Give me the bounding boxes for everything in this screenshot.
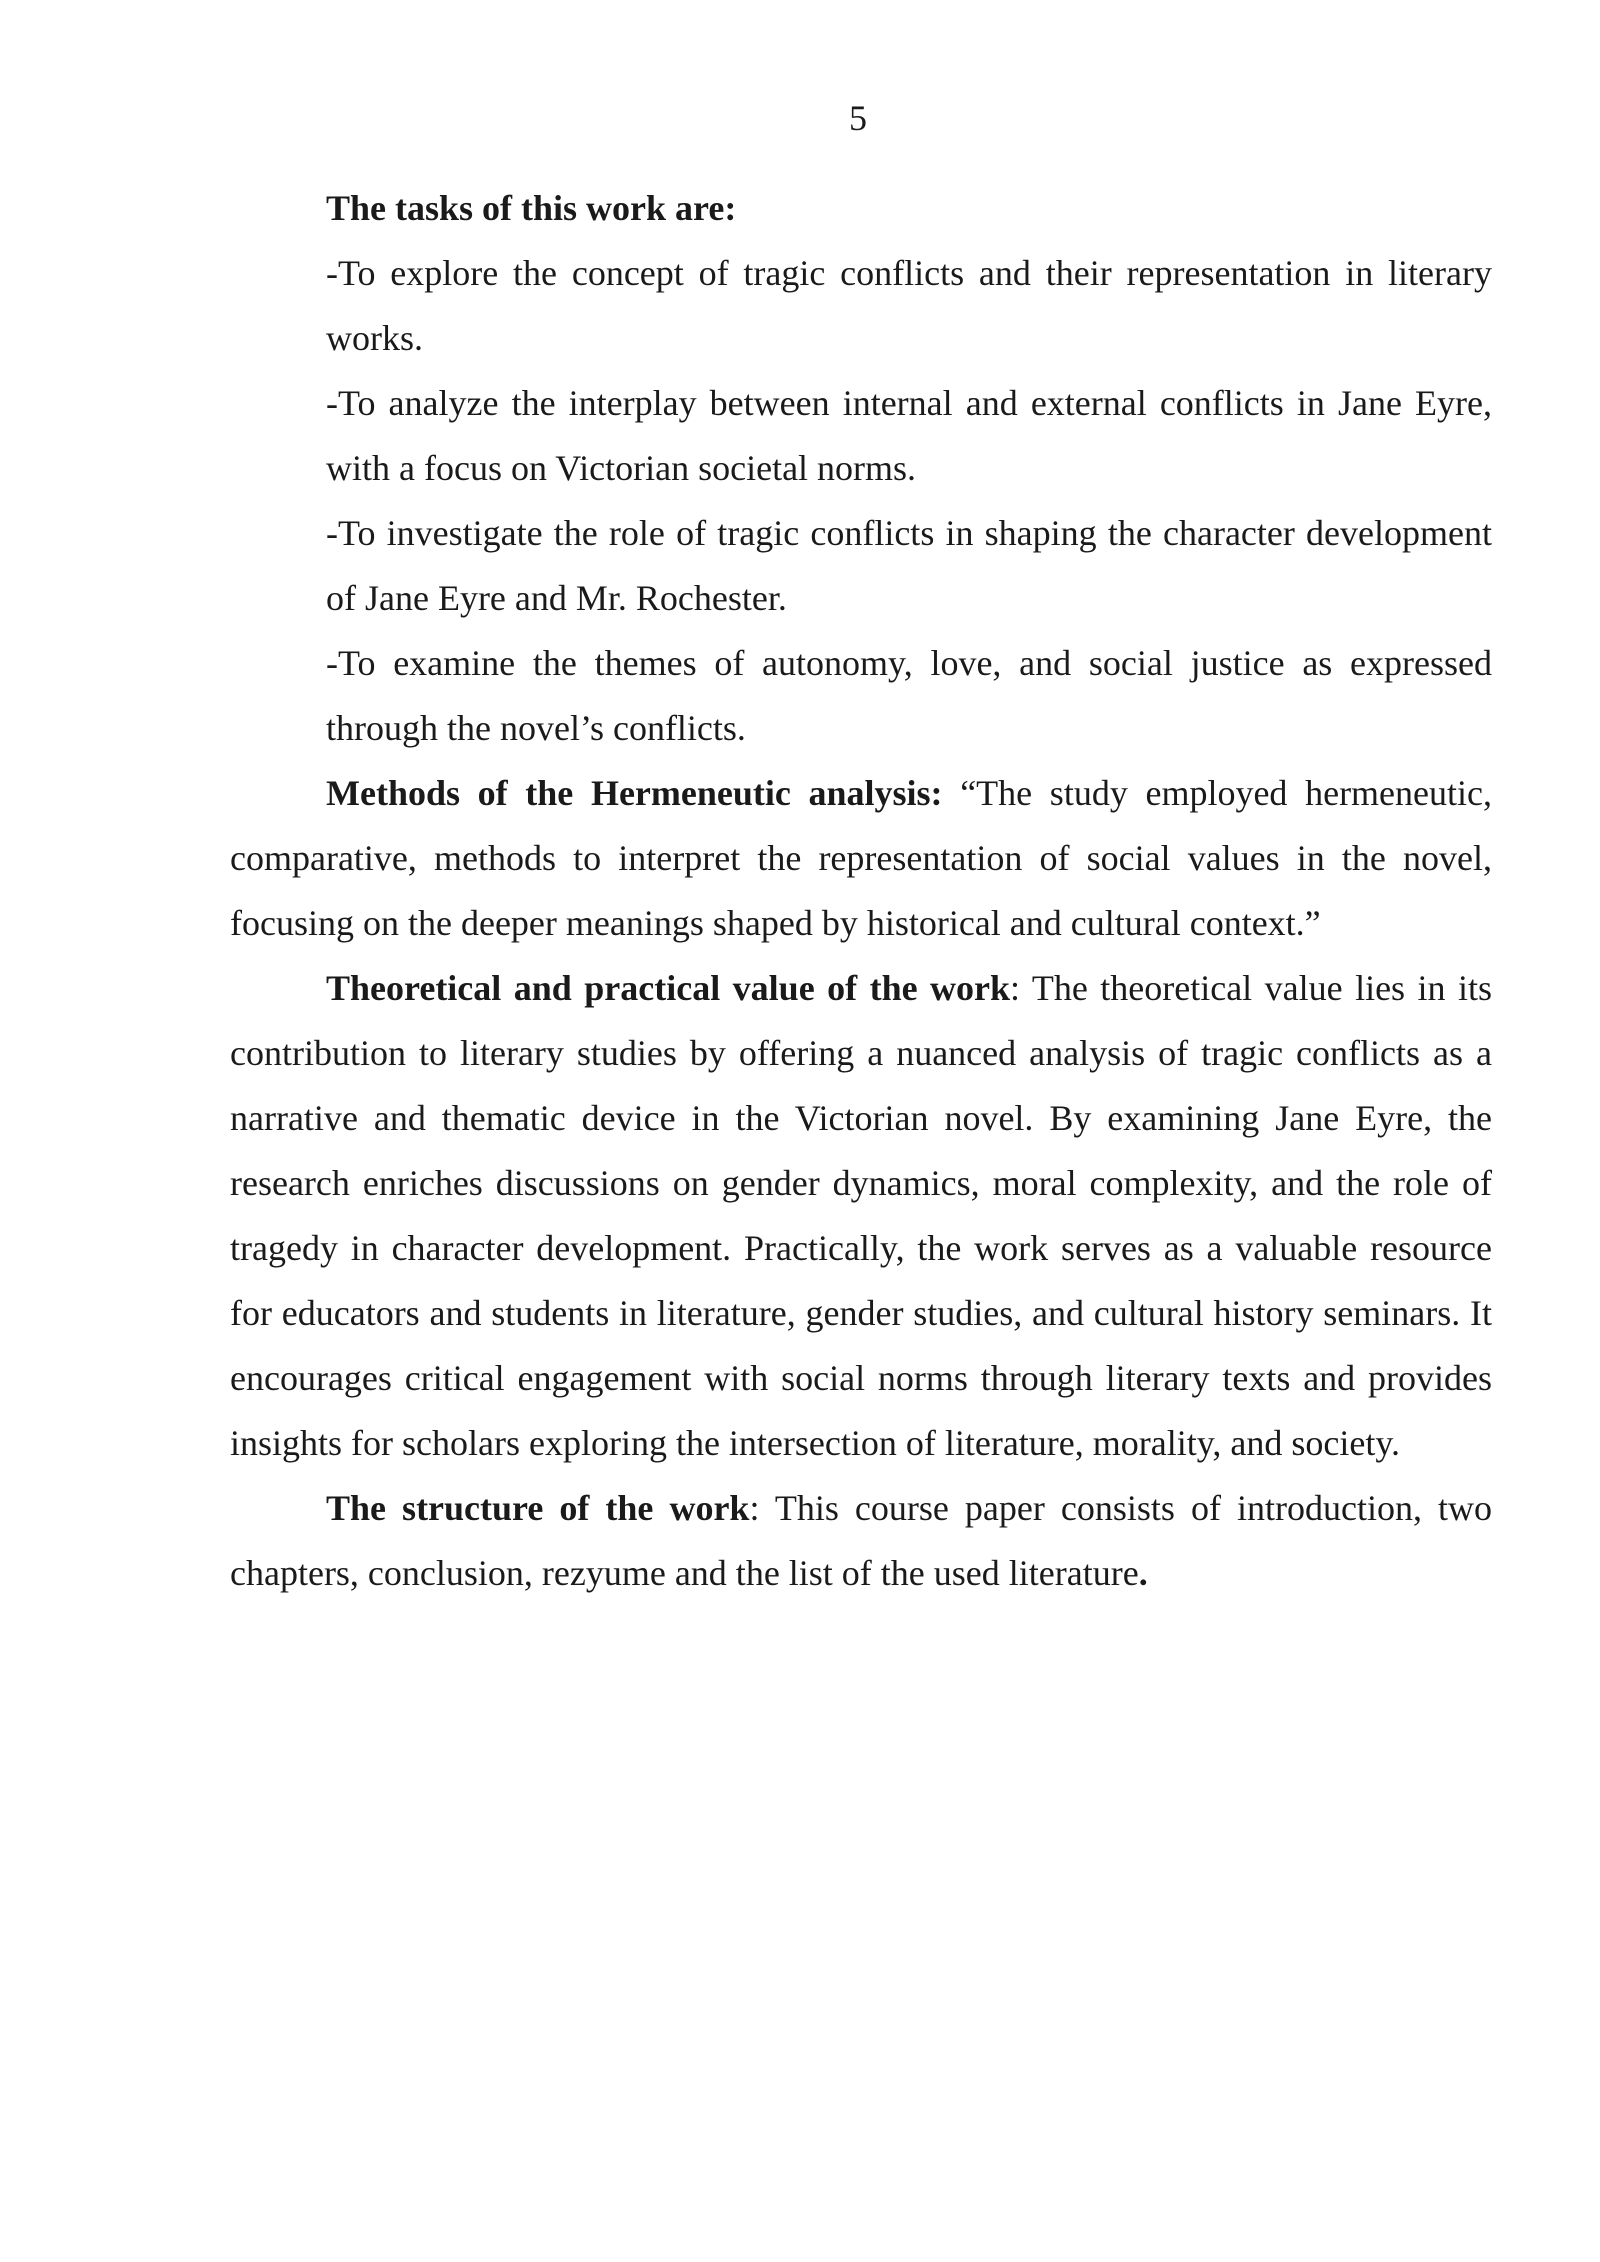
value-label: Theoretical and practical value of the work <box>326 968 1011 1008</box>
tasks-heading: The tasks of this work are: <box>326 188 737 228</box>
structure-paragraph <box>230 1476 1492 1606</box>
task-item: -To explore the concept of tragic conflicts and their representation in literary works. <box>326 253 1492 358</box>
value-text: : The theoretical value lies in its contribution to literary studies by offering a nuanced analysis of tragic conflicts as a narrative and thematic device in the Victorian novel. By examining Jane Eyre, the research enriches discussions on gender dynamics, moral complexity, and the role of tragedy in character development. Practically, the work serves as a valuable resource for educators and students in literature, gender studies, and cultural history seminars. It encourages critical engagement with social norms through literary texts and provides insights for scholars exploring the intersection of literature, morality, and society. <box>230 968 1492 1463</box>
structure-end-mark: . <box>1138 1553 1148 1593</box>
page-body <box>230 176 1492 1606</box>
task-item: -To analyze the interplay between internal and external conflicts in Jane Eyre, with a focus on Victorian societal norms. <box>326 383 1492 488</box>
structure-label: The structure of the work <box>326 1488 750 1528</box>
page-number: 5 <box>849 98 867 138</box>
methods-text: “The study employed hermeneutic, comparative, methods to interpret the representation of social values in the novel, focusing on the deeper meanings shaped by historical and cultural context.” <box>230 773 1492 943</box>
methods-paragraph <box>230 761 1492 956</box>
value-paragraph <box>230 956 1492 1476</box>
task-item: -To investigate the role of tragic conflicts in shaping the character development of Jane Eyre and Mr. Rochester. <box>326 513 1492 618</box>
tasks-list <box>326 241 1492 761</box>
task-item: -To examine the themes of autonomy, love, and social justice as expressed through the novel’s conflicts. <box>326 643 1492 748</box>
structure-text: : This course paper consists of introduction, two chapters, conclusion, rezyume and the list of the used literature <box>230 1488 1493 1593</box>
methods-label: Methods of the Hermeneutic analysis: <box>326 773 943 813</box>
